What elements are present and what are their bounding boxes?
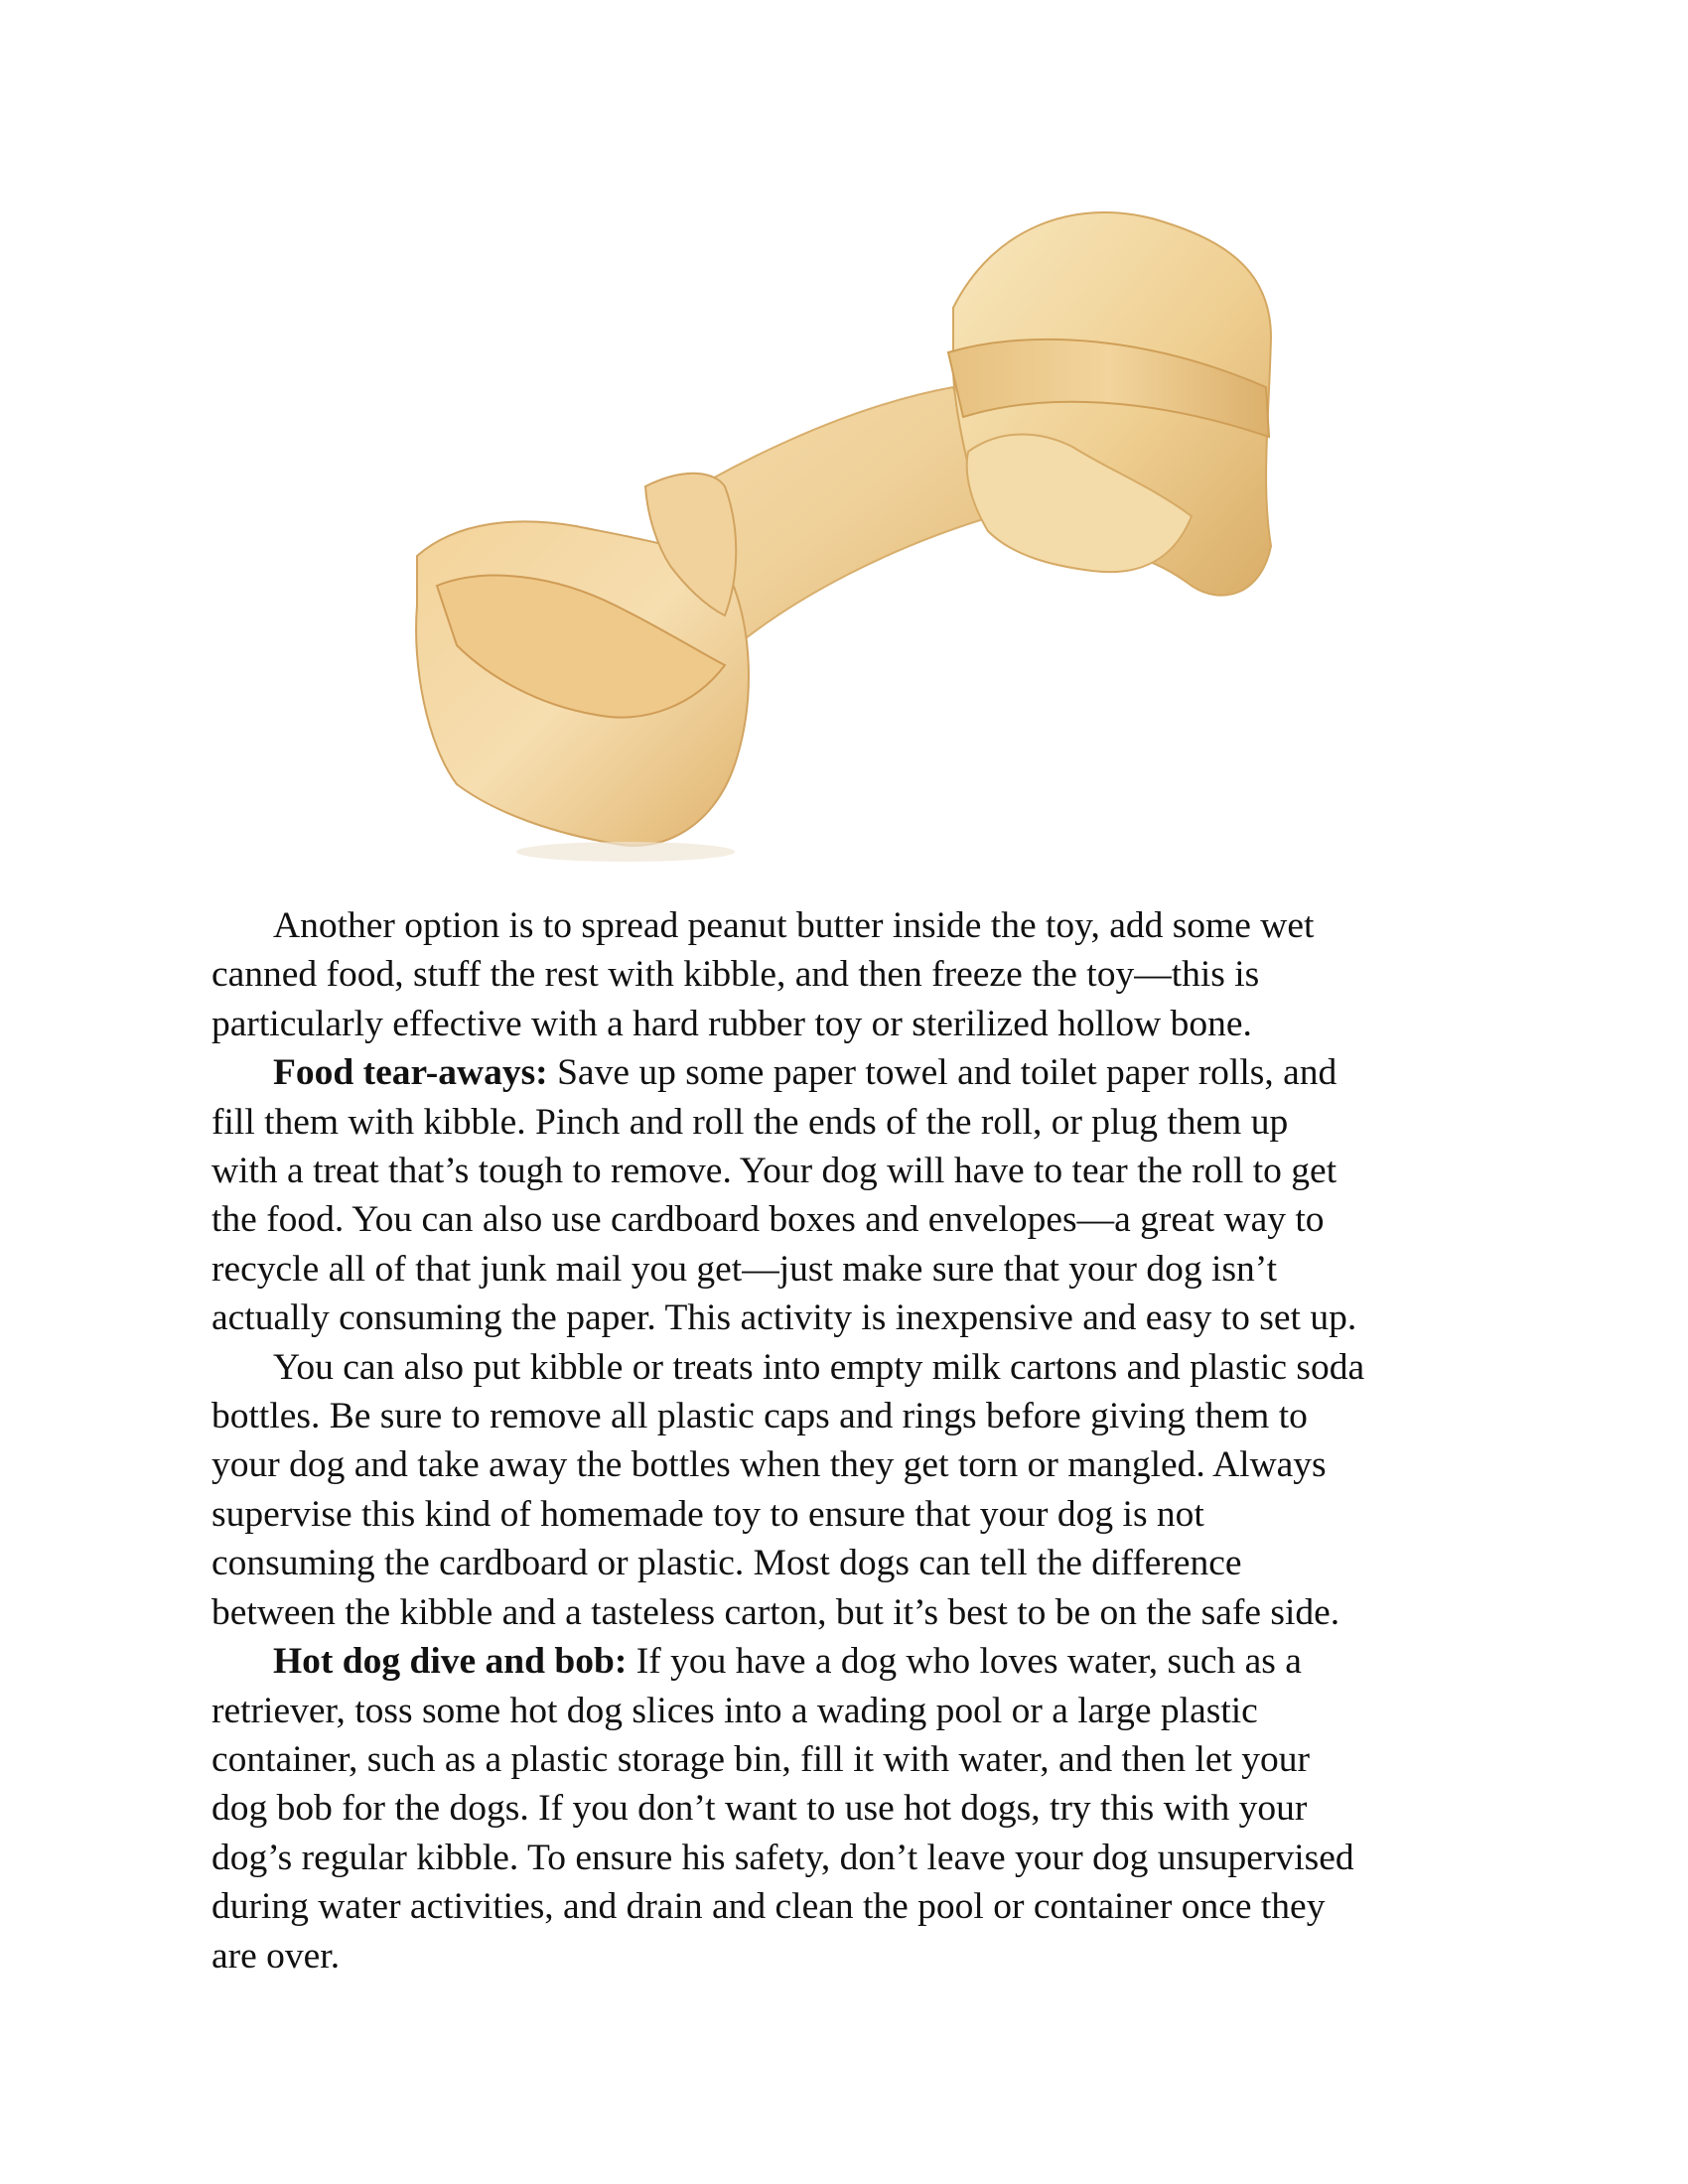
text-line: particularly effective with a hard rubber toy or sterilized hollow bone. xyxy=(211,1003,1252,1044)
text-line: recycle all of that junk mail you get—just make sure that your dog isn’t xyxy=(211,1248,1278,1290)
text-line: dog bob for the dogs. If you don’t want to use hot dogs, try this with your xyxy=(211,1788,1308,1830)
paragraph-food-tear-aways xyxy=(211,1048,1502,1342)
run-in-heading: Hot dog dive and bob: xyxy=(273,1641,628,1683)
text-line: bottles. Be sure to remove all plastic caps and rings before giving them to xyxy=(211,1396,1308,1437)
text-line: supervise this kind of homemade toy to ensure that your dog is not xyxy=(211,1493,1204,1535)
text-run: If you have a dog who loves water, such as a xyxy=(627,1641,1302,1683)
text-line: fill them with kibble. Pinch and roll the ends of the roll, or plug them up xyxy=(211,1101,1289,1143)
body-text xyxy=(211,901,1502,1980)
text-line: your dog and take away the bottles when they get torn or mangled. Always xyxy=(211,1444,1327,1486)
text-line: dog’s regular kibble. To ensure his safety, don’t leave your dog unsupervised xyxy=(211,1837,1354,1878)
paragraph-peanut-butter xyxy=(211,901,1502,1048)
rawhide-bone-illustration xyxy=(397,189,1291,874)
text-line: with a treat that’s tough to remove. Your dog will have to tear the roll to get xyxy=(211,1151,1337,1192)
text-line: are over. xyxy=(211,1935,341,1977)
text-run: Save up some paper towel and toilet paper rolls, and xyxy=(547,1052,1337,1094)
text-line: You can also put kibble or treats into empty milk cartons and plastic soda xyxy=(273,1346,1365,1388)
text-line: Another option is to spread peanut butter inside the toy, add some wet xyxy=(273,905,1315,946)
text-line: consuming the cardboard or plastic. Most dogs can tell the difference xyxy=(211,1543,1242,1584)
run-in-heading: Food tear-aways: xyxy=(273,1052,548,1094)
text-line: between the kibble and a tasteless carton, but it’s best to be on the safe side. xyxy=(211,1591,1340,1633)
paragraph-hot-dog-dive xyxy=(211,1637,1502,1980)
bone-shadow xyxy=(516,842,735,862)
paragraph-milk-cartons xyxy=(211,1343,1502,1637)
text-line xyxy=(211,1637,1502,1686)
text-line: actually consuming the paper. This activity is inexpensive and easy to set up. xyxy=(211,1297,1357,1339)
text-line: container, such as a plastic storage bin, fill it with water, and then let your xyxy=(211,1738,1311,1780)
text-line xyxy=(211,1048,1502,1097)
text-line: retriever, toss some hot dog slices into a wading pool or a large plastic xyxy=(211,1690,1258,1731)
text-line: canned food, stuff the rest with kibble, and then freeze the toy—this is xyxy=(211,954,1260,996)
text-line: the food. You can also use cardboard boxes and envelopes—a great way to xyxy=(211,1199,1325,1241)
text-line: during water activities, and drain and clean the pool or container once they xyxy=(211,1886,1326,1928)
